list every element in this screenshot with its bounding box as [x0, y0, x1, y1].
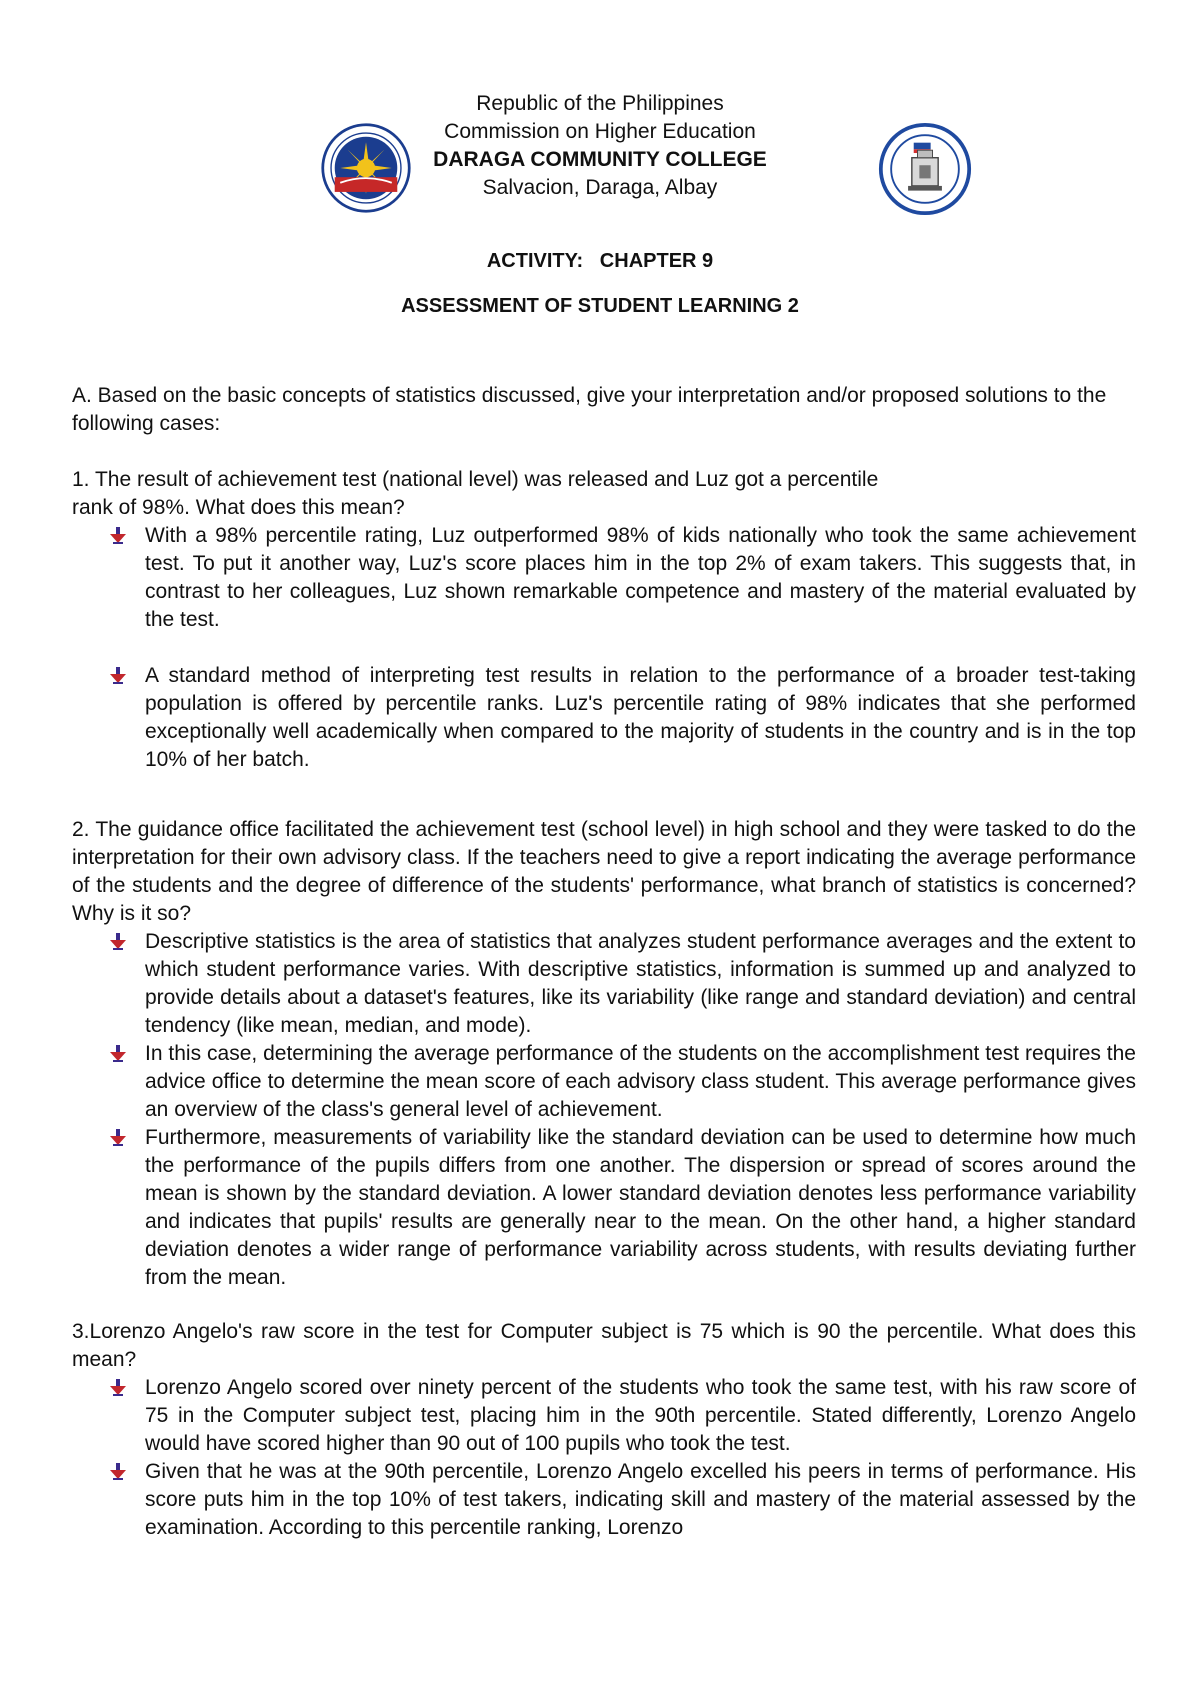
- answer-list-1: [72, 522, 1136, 774]
- answer-text: Descriptive statistics is the area of statistics that analyzes student performance averages and the extent to which student performance varies. With descriptive statistics, information is summed up and analyzed to provide details about a dataset's features, like its variability (like range and standard deviation) and central tendency (like mean, median, and mode).: [145, 930, 1136, 1037]
- answer-list-3: [72, 1374, 1136, 1542]
- answer-text: Given that he was at the 90th percentile, Lorenzo Angelo excelled his peers in terms of performance. His score puts him in the top 10% of test takers, indicating skill and mastery of the material assessed by the examination. According to this percentile ranking, Lorenzo: [145, 1460, 1136, 1539]
- question-3-text: 3.Lorenzo Angelo's raw score in the test for Computer subject is 75 which is 90 the percentile. What does this mean?: [72, 1320, 1136, 1371]
- header-address: Salvacion, Daraga, Albay: [482, 176, 718, 199]
- answer-text: In this case, determining the average performance of the students on the accomplishment test requires the advice office to determine the mean score of each advisory class student. This average performance gives an overview of the class's general level of achievement.: [145, 1042, 1136, 1121]
- down-arrow-bullet-icon: [110, 527, 126, 545]
- answer-item: [72, 522, 1136, 634]
- answer-text: A standard method of interpreting test results in relation to the performance of a broader test-taking population is offered by percentile ranks. Luz's percentile rating of 98% indicates that she performed exceptionally well academically when compared to the majority of students in the country and is in the top 10% of her batch.: [145, 664, 1136, 771]
- header-commission: Commission on Higher Education: [444, 120, 756, 143]
- header-republic: Republic of the Philippines: [476, 92, 724, 115]
- activity-title: ACTIVITY: CHAPTER 9: [486, 250, 714, 272]
- header-college-name: DARAGA COMMUNITY COLLEGE: [433, 148, 767, 171]
- document-body: [72, 382, 1136, 1542]
- question-1-line-1: 1. The result of achievement test (national level) was released and Luz got a percentile: [72, 468, 879, 491]
- question-block-3: [72, 1318, 1136, 1542]
- question-1-line-2: rank of 98%. What does this mean?: [72, 496, 405, 519]
- down-arrow-bullet-icon: [110, 667, 126, 685]
- answer-item: [72, 662, 1136, 774]
- answer-item: [72, 1458, 1136, 1542]
- question-block-2: [72, 816, 1136, 1292]
- question-block-1: [72, 466, 1136, 774]
- answer-item: [72, 1124, 1136, 1292]
- instructions-paragraph: A. Based on the basic concepts of statistics discussed, give your interpretation and/or proposed solutions to the following cases:: [72, 384, 1107, 435]
- document-header: [0, 90, 1200, 202]
- answer-item: [72, 928, 1136, 1040]
- subject-title: ASSESSMENT OF STUDENT LEARNING 2: [401, 295, 799, 317]
- down-arrow-bullet-icon: [110, 1045, 126, 1063]
- down-arrow-bullet-icon: [110, 1129, 126, 1147]
- document-titles: [0, 250, 1200, 318]
- down-arrow-bullet-icon: [110, 1379, 126, 1397]
- answer-text: Furthermore, measurements of variability like the standard deviation can be used to determine how much the performance of the pupils differs from one another. The dispersion or spread of scores around the mean is shown by the standard deviation. A lower standard deviation denotes less performance variability and indicates that pupils' results are generally near to the mean. On the other hand, a higher standard deviation denotes a wider range of performance variability across students, with results deviating further from the mean.: [145, 1126, 1136, 1289]
- question-2-text: 2. The guidance office facilitated the achievement test (school level) in high school and they were tasked to do the interpretation for their own advisory class. If the teachers need to give a report indicating the average performance of the students and the degree of difference of the students' performance, what branch of statistics is concerned? Why is it so?: [72, 818, 1136, 925]
- answer-item: [72, 1040, 1136, 1124]
- down-arrow-bullet-icon: [110, 1463, 126, 1481]
- answer-item: [72, 1374, 1136, 1458]
- answer-text: Lorenzo Angelo scored over ninety percent of the students who took the same test, with his raw score of 75 in the Computer subject test, placing him in the 90th percentile. Stated differently, Lorenzo Angelo would have scored higher than 90 out of 100 pupils who took the test.: [145, 1376, 1136, 1455]
- down-arrow-bullet-icon: [110, 933, 126, 951]
- answer-list-2: [72, 928, 1136, 1292]
- answer-text: With a 98% percentile rating, Luz outperformed 98% of kids nationally who took the same achievement test. To put it another way, Luz's score places him in the top 2% of exam takers. This suggests that, in contrast to her colleagues, Luz shown remarkable competence and mastery of the material evaluated by the test.: [145, 524, 1136, 631]
